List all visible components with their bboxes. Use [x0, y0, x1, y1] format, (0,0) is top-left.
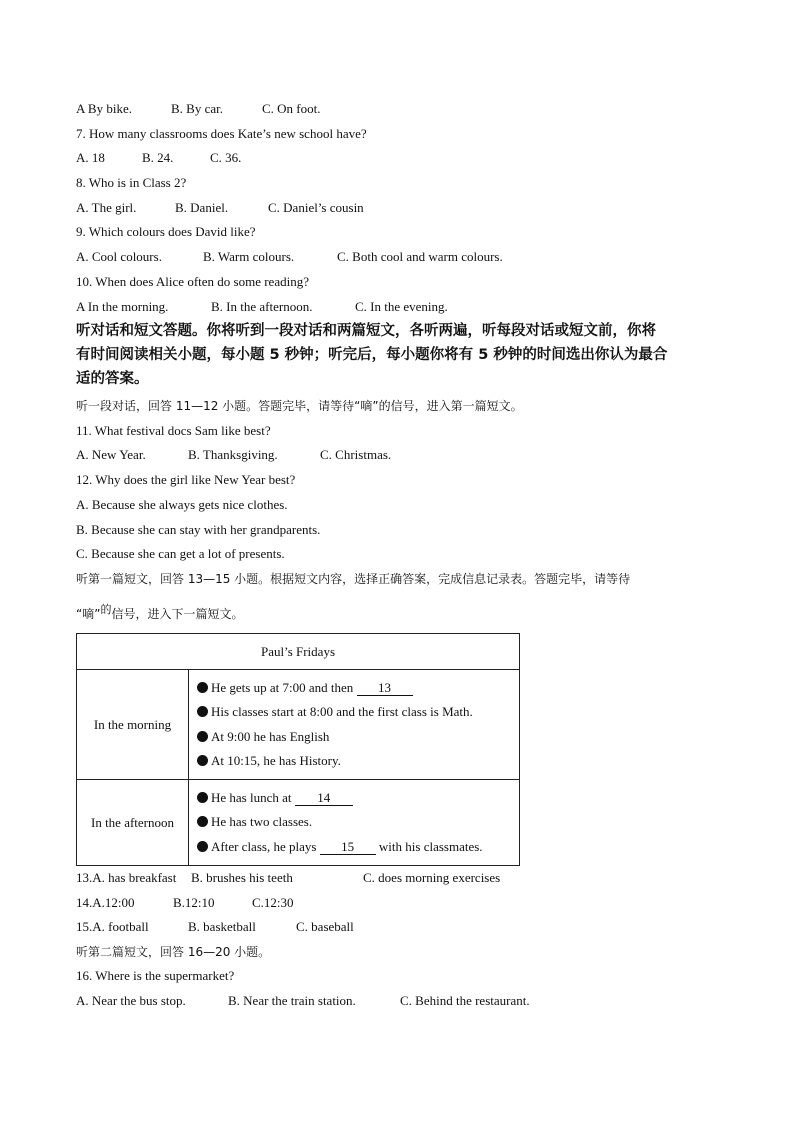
q7-option-a: A. 18 — [76, 150, 105, 165]
q13-options — [76, 870, 500, 886]
q8-options — [76, 200, 364, 216]
q11-options — [76, 447, 391, 463]
q6-option-a: A By bike. — [76, 101, 132, 116]
q13-option-b: B. brushes his teeth — [191, 870, 293, 885]
morning-item-1: He gets up at 7:00 and then 13 — [197, 676, 519, 701]
table-title: Paul’s Fridays — [77, 634, 520, 670]
q15-option-b: B. basketball — [188, 919, 256, 934]
bullet-icon — [197, 682, 208, 693]
q8-option-c: C. Daniel’s cousin — [268, 200, 364, 215]
q7-options — [76, 150, 241, 166]
morning-label: In the morning — [77, 670, 189, 780]
bullet-icon — [197, 706, 208, 717]
passage1-instruction-line2 — [76, 603, 244, 623]
passage1-instruction-line1: 听第一篇短文，回答 13—15 小题。根据短文内容，选择正确答案，完成信息记录表。答题完毕，请等待 — [76, 572, 631, 586]
q14-option-a: 14.A.12:00 — [76, 895, 135, 910]
q13-option-c: C. does morning exercises — [363, 870, 501, 885]
q7-question: 7. How many classrooms does Kate’s new school have? — [76, 126, 367, 141]
morning-item-3: At 9:00 he has English — [197, 725, 519, 750]
q7-option-c: C. 36. — [210, 150, 242, 165]
q8-option-a: A. The girl. — [76, 200, 137, 215]
q15-option-c: C. baseball — [296, 919, 354, 934]
q9-option-a: A. Cool colours. — [76, 249, 162, 264]
q16-option-b: B. Near the train station. — [228, 993, 356, 1008]
q11-option-a: A. New Year. — [76, 447, 146, 462]
q16-options — [76, 993, 530, 1009]
passage2-instruction: 听第二篇短文，回答 16—20 小题。 — [76, 945, 271, 959]
q10-question: 10. When does Alice often do some reading? — [76, 274, 309, 289]
q9-option-b: B. Warm colours. — [203, 249, 295, 264]
q7-option-b: B. 24. — [142, 150, 174, 165]
afternoon-item-1: He has lunch at 14 — [197, 786, 519, 811]
q6-option-c: C. On foot. — [262, 101, 321, 116]
q8-question: 8. Who is in Class 2? — [76, 175, 187, 190]
morning-item-2: His classes start at 8:00 and the first class is Math. — [197, 700, 519, 725]
q8-option-b: B. Daniel. — [175, 200, 229, 215]
q6-option-b: B. By car. — [171, 101, 223, 116]
bullet-icon — [197, 792, 208, 803]
q11-option-c: C. Christmas. — [320, 447, 392, 462]
q9-options — [76, 249, 503, 265]
q12-option-b: B. Because she can stay with her grandparents. — [76, 522, 321, 537]
q13-option-a: 13.A. has breakfast — [76, 870, 177, 885]
afternoon-item-2: He has two classes. — [197, 810, 519, 835]
q10-options — [76, 299, 448, 315]
dialogue-instruction: 听一段对话，回答 11—12 小题。答题完毕，请等待“嘀”的信号，进入第一篇短文。 — [76, 399, 523, 413]
q11-question: 11. What festival docs Sam like best? — [76, 423, 271, 438]
bullet-icon — [197, 816, 208, 827]
q14-option-b: B.12:10 — [173, 895, 215, 910]
section-heading-line2: 有时间阅读相关小题，每小题 5 秒钟；听完后，每小题你将有 5 秒钟的时间选出你认为最合 — [76, 347, 668, 363]
blank-14: 14 — [295, 791, 353, 806]
q11-option-b: B. Thanksgiving. — [188, 447, 278, 462]
afternoon-items — [189, 780, 520, 866]
q10-option-c: C. In the evening. — [355, 299, 448, 314]
afternoon-label: In the afternoon — [77, 780, 189, 866]
blank-13: 13 — [357, 681, 413, 696]
q9-option-c: C. Both cool and warm colours. — [337, 249, 503, 264]
pauls-fridays-table — [76, 633, 520, 866]
instruction-rest: 信号，进入下一篇短文。 — [111, 607, 244, 621]
q15-options — [76, 919, 354, 935]
morning-items — [189, 670, 520, 780]
q6-options — [76, 101, 321, 117]
q10-option-b: B. In the afternoon. — [211, 299, 313, 314]
bullet-icon — [197, 755, 208, 766]
q14-options — [76, 895, 294, 911]
q9-question: 9. Which colours does David like? — [76, 224, 256, 239]
q10-option-a: A In the morning. — [76, 299, 169, 314]
q14-option-c: C.12:30 — [252, 895, 294, 910]
q12-option-c: C. Because she can get a lot of presents. — [76, 546, 285, 561]
morning-item-4: At 10:15, he has History. — [197, 749, 519, 774]
signal-quote: “嘀” — [76, 607, 101, 621]
bullet-icon — [197, 841, 208, 852]
afternoon-item-3: After class, he plays 15 with his classmates. — [197, 835, 519, 860]
bullet-icon — [197, 731, 208, 742]
q15-option-a: 15.A. football — [76, 919, 149, 934]
q12-question: 12. Why does the girl like New Year best? — [76, 472, 296, 487]
blank-15: 15 — [320, 840, 376, 855]
superscript-de: 的 — [100, 603, 112, 616]
q16-question: 16. Where is the supermarket? — [76, 968, 235, 983]
q16-option-c: C. Behind the restaurant. — [400, 993, 530, 1008]
q12-option-a: A. Because she always gets nice clothes. — [76, 497, 288, 512]
section-heading-line1: 听对话和短文答题。你将听到一段对话和两篇短文，各听两遍，听每段对话或短文前，你将 — [76, 323, 656, 339]
q16-option-a: A. Near the bus stop. — [76, 993, 186, 1008]
section-heading-line3: 适的答案。 — [76, 371, 149, 387]
